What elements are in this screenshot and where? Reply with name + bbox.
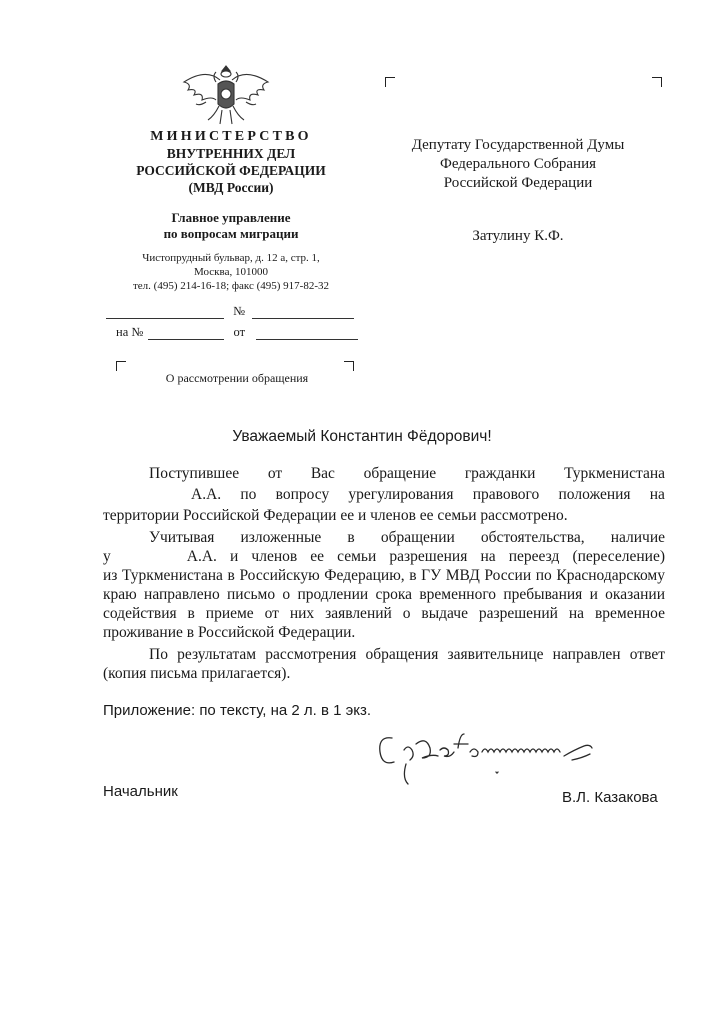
subject-corner-left	[116, 361, 126, 371]
address-line: Москва, 101000	[194, 266, 268, 278]
word: Поступившее	[149, 465, 240, 482]
word: гражданки	[464, 465, 536, 482]
addressee-line: Федерального Собрания	[439, 156, 597, 172]
emblem-icon	[176, 62, 276, 130]
signatory-title: Начальник	[103, 783, 178, 800]
paragraph-2	[103, 528, 665, 642]
paragraph-text: из Туркменистана в Российскую Федерацию, в ГУ МВД России по Краснодарскому краю направлено письмо о продлении срока временного пребывания и оказании содействия в приеме от них заявлений о выдаче разрешений на временное проживание в Российской Федерации.	[103, 567, 665, 641]
ministry-line: ВНУТРЕННИХ ДЕЛ	[166, 146, 296, 161]
address-line: Чистопрудный бульвар, д. 12 а, стр. 1,	[142, 252, 320, 264]
word: у	[103, 548, 111, 565]
attachment-note: Приложение: по тексту, на 2 л. в 1 экз.	[103, 702, 372, 719]
word: изложенные	[240, 529, 322, 546]
handwritten-signature	[370, 720, 640, 800]
word: правового	[472, 486, 540, 503]
paragraph-3	[103, 645, 665, 683]
reply-reference-line	[104, 325, 374, 340]
word: А.А.	[191, 486, 222, 503]
word: по	[240, 486, 257, 503]
reply-date-blank	[256, 326, 358, 340]
paragraph-line	[103, 547, 665, 566]
word: Учитывая	[149, 529, 215, 546]
ministry-line: МИНИСТЕРСТВО	[150, 129, 312, 144]
paragraph-text: По результатам рассмотрения обращения заявительнице направлен ответ (копия письма прилагается).	[103, 646, 665, 682]
addressee-corner-left	[385, 77, 395, 87]
number-blank	[252, 305, 354, 319]
word: наличие	[610, 529, 665, 546]
word: А.А. и членов ее семьи разрешения на переезд (переселение)	[186, 548, 665, 565]
department-line: по вопросам миграции	[163, 226, 299, 241]
addressee-line: Российской Федерации	[443, 175, 593, 191]
word: урегулирования	[348, 486, 454, 503]
paragraph-line	[103, 528, 665, 547]
address-line: тел. (495) 214-16-18; факс (495) 917-82-32	[132, 280, 329, 292]
from-label: от	[233, 325, 246, 339]
department-line: Главное управление	[171, 210, 291, 225]
greeting: Уважаемый Константин Фёдорович!	[232, 428, 492, 445]
word: положения	[558, 486, 631, 503]
word: обращении	[380, 529, 455, 546]
ministry-name	[100, 128, 362, 196]
word: обстоятельства,	[480, 529, 585, 546]
reply-to-label: на №	[116, 325, 144, 339]
word: вопросу	[275, 486, 330, 503]
addressee-corner-right	[652, 77, 662, 87]
word: Туркменистана	[564, 465, 665, 482]
paragraph-line: территории Российской Федерации ее и членов ее семьи рассмотрено.	[103, 507, 568, 524]
word: на	[649, 486, 665, 503]
department-name	[110, 210, 352, 242]
registration-number-line	[104, 304, 374, 319]
ministry-line: РОССИЙСКОЙ ФЕДЕРАЦИИ	[136, 163, 326, 178]
addressee-name: Затулину К.Ф.	[472, 228, 564, 244]
address-block	[100, 251, 362, 293]
addressee-block	[390, 136, 646, 193]
subject-line: О рассмотрении обращения	[165, 371, 309, 385]
word: Вас	[310, 465, 335, 482]
number-label: №	[233, 304, 246, 318]
word: обращение	[363, 465, 437, 482]
date-blank	[106, 305, 224, 319]
subject-corner-right	[344, 361, 354, 371]
ministry-line: (МВД России)	[188, 180, 274, 195]
signatory-name: В.Л. Казакова	[562, 789, 658, 806]
addressee-line: Депутату Государственной Думы	[411, 137, 625, 153]
word: от	[267, 465, 283, 482]
reply-number-blank	[148, 326, 224, 340]
paragraph-line	[103, 485, 665, 504]
paragraph-1	[103, 464, 665, 525]
paragraph-line	[103, 464, 665, 483]
word: в	[347, 529, 355, 546]
